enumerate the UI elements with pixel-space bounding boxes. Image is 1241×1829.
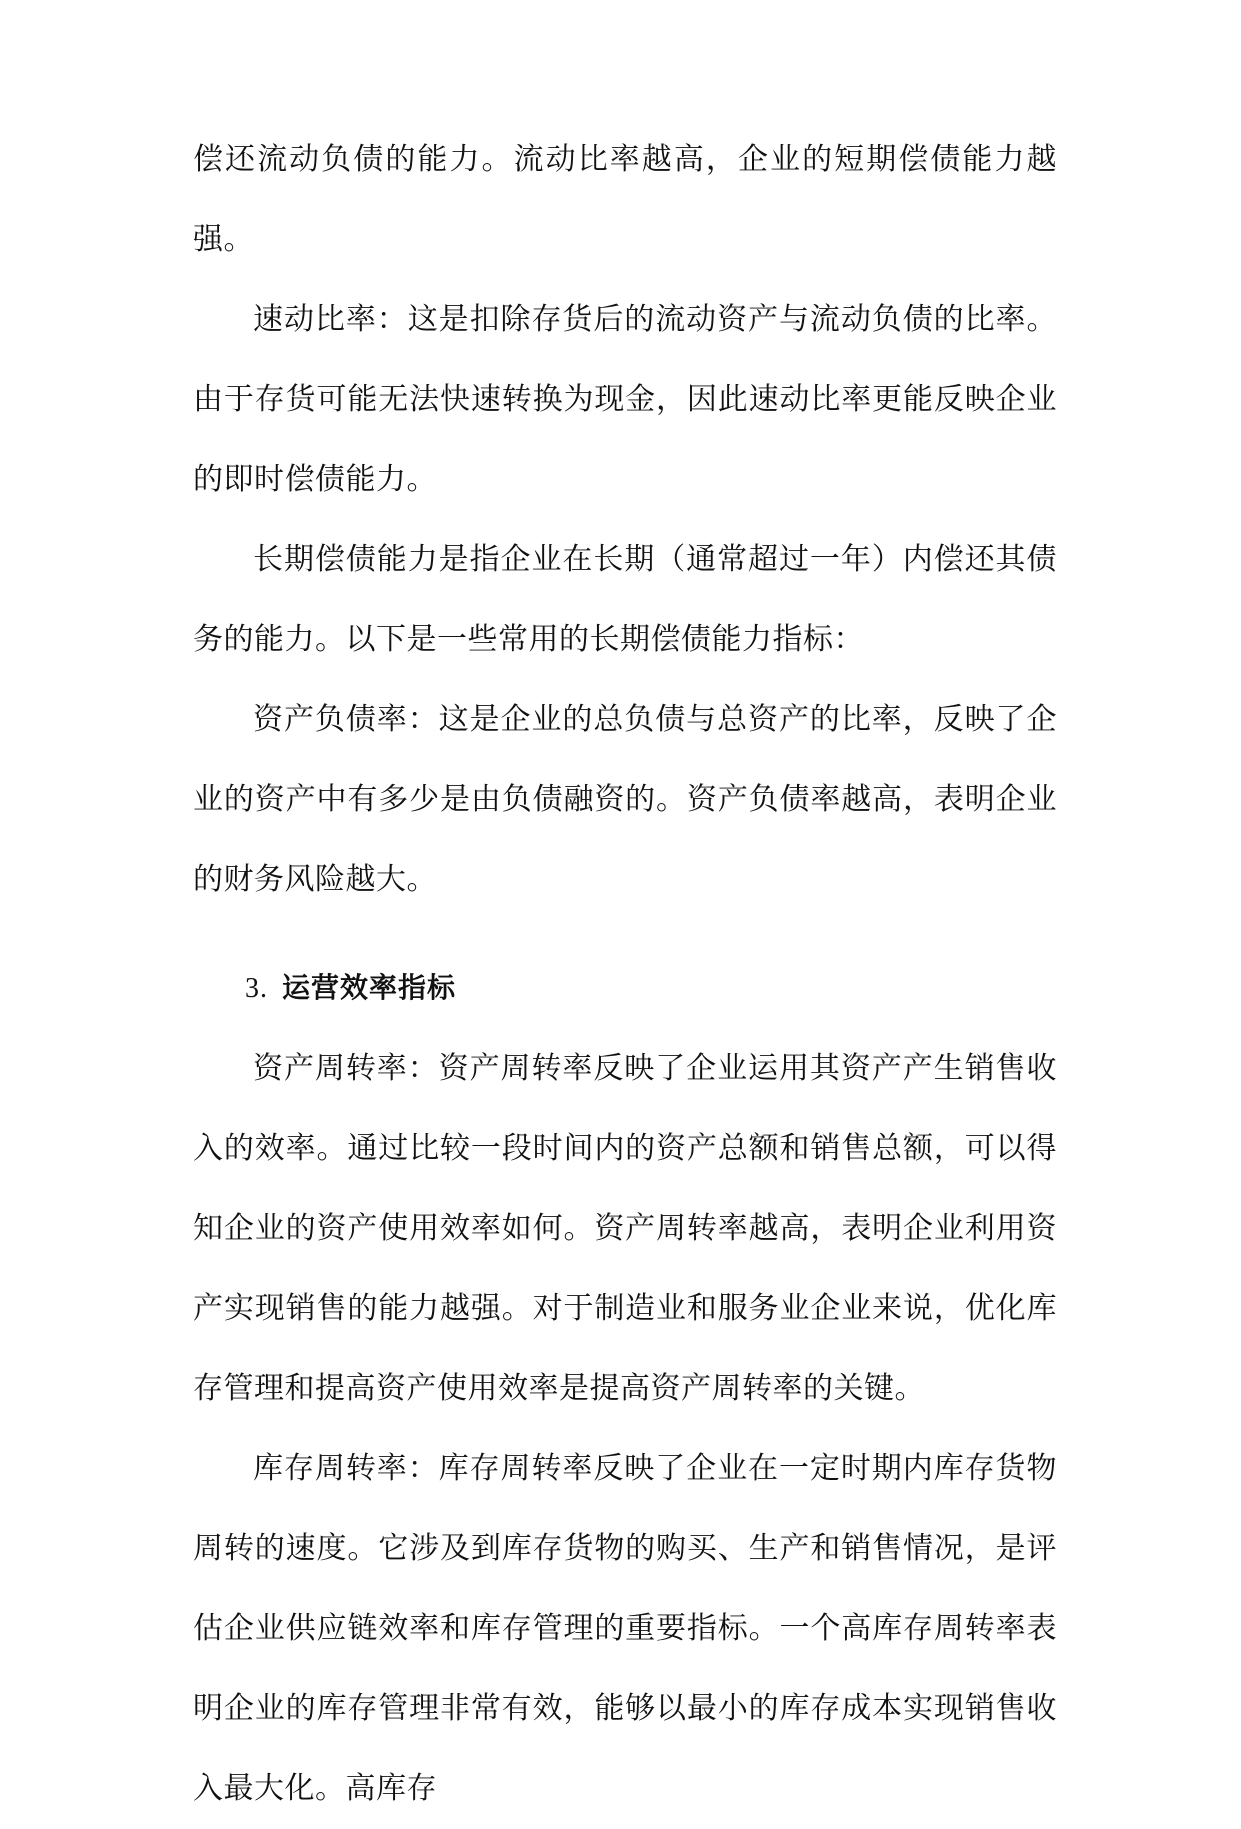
paragraph-inventory-turnover: 库存周转率：库存周转率反映了企业在一定时期内库存货物周转的速度。它涉及到库存货物的购买、生产和销售情况，是评估企业供应链效率和库存管理的重要指标。一个高库存周转率表明企业的库存管理非常有效，能够以最小的库存成本实现销售收入最大化。高库存 <box>193 1451 1057 1806</box>
section-title: 运营效率指标 <box>282 971 457 1004</box>
paragraph-current-ratio-end: 偿还流动负债的能力。流动比率越高，企业的短期偿债能力越强。 <box>193 142 1057 257</box>
paragraph-long-term-solvency: 长期偿债能力是指企业在长期（通常超过一年）内偿还其债务的能力。以下是一些常用的长期偿债能力指标： <box>193 542 1057 657</box>
paragraph-asset-turnover: 资产周转率：资产周转率反映了企业运用其资产产生销售收入的效率。通过比较一段时间内的资产总额和销售总额，可以得知企业的资产使用效率如何。资产周转率越高，表明企业利用资产实现销售的能力越强。对于制造业和服务业企业来说，优化库存管理和提高资产使用效率是提高资产周转率的关键。 <box>193 1051 1057 1406</box>
paragraph-debt-ratio: 资产负债率：这是企业的总负债与总资产的比率，反映了企业的资产中有多少是由负债融资的。资产负债率越高，表明企业的财务风险越大。 <box>193 702 1057 897</box>
paragraph-quick-ratio: 速动比率：这是扣除存货后的流动资产与流动负债的比率。由于存货可能无法快速转换为现金，因此速动比率更能反映企业的即时偿债能力。 <box>193 302 1057 497</box>
document-page <box>193 120 1057 1829</box>
section-heading <box>193 948 1057 1029</box>
section-number: 3. <box>245 973 268 1004</box>
